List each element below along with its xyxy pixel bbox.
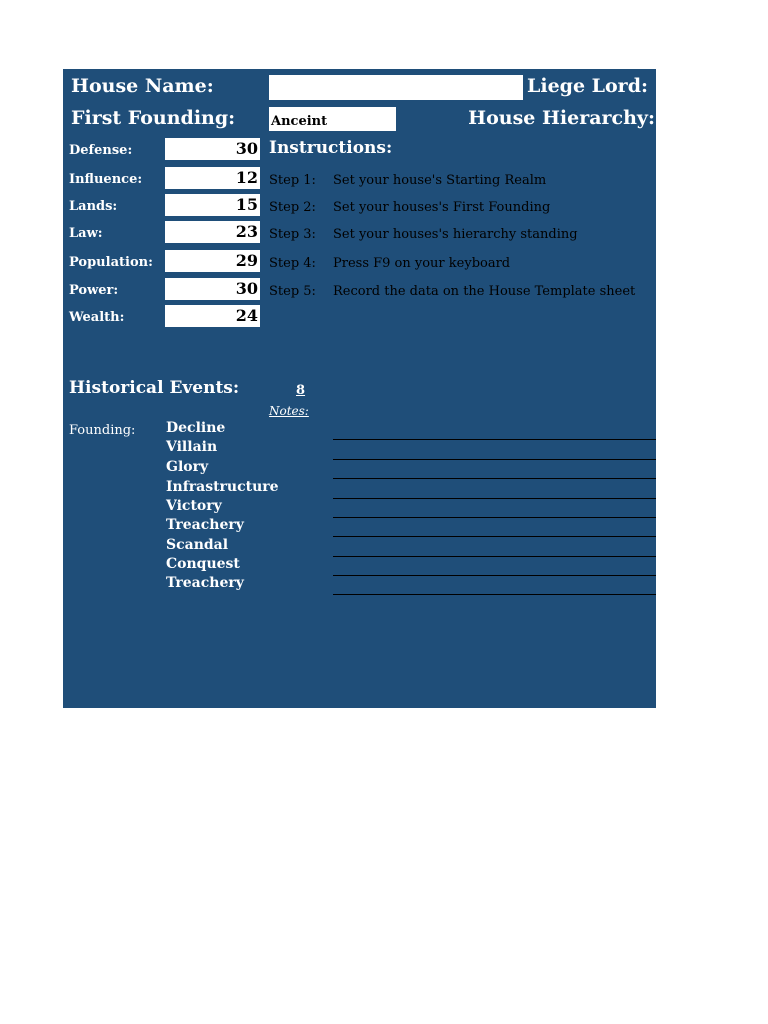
step-3-text: Set your houses's hierarchy standing <box>333 227 578 242</box>
founding-label: Founding: <box>69 423 136 438</box>
event-2: Villain <box>166 439 218 455</box>
step-1-text: Set your house's Starting Realm <box>333 173 547 188</box>
historical-events-title: Historical Events: <box>69 378 240 398</box>
notes-line[interactable] <box>333 556 656 557</box>
stat-value-lands[interactable]: 15 <box>165 194 260 216</box>
notes-line[interactable] <box>333 498 656 499</box>
event-4: Infrastructure <box>166 479 279 495</box>
event-1: Decline <box>166 420 226 436</box>
step-4-text: Press F9 on your keyboard <box>333 256 511 271</box>
step-5-text: Record the data on the House Template sheet <box>333 284 636 299</box>
events-count: 8 <box>296 383 306 398</box>
notes-line[interactable] <box>333 594 656 595</box>
first-founding-label: First Founding: <box>71 107 236 129</box>
house-hierarchy-label: House Hierarchy: <box>468 107 655 129</box>
notes-line[interactable] <box>333 439 656 440</box>
step-1-number: Step 1: <box>269 173 316 188</box>
stat-value-law[interactable]: 23 <box>165 221 260 243</box>
house-sheet <box>63 69 656 708</box>
stat-label-population: Population: <box>69 255 153 270</box>
stat-value-power[interactable]: 30 <box>165 278 260 300</box>
notes-line[interactable] <box>333 459 656 460</box>
stat-value-defense[interactable]: 30 <box>165 138 260 160</box>
event-5: Victory <box>166 498 222 514</box>
notes-line[interactable] <box>333 536 656 537</box>
stat-label-wealth: Wealth: <box>69 310 125 325</box>
instructions-title: Instructions: <box>269 138 393 158</box>
event-8: Conquest <box>166 556 240 572</box>
step-3-number: Step 3: <box>269 227 316 242</box>
stat-label-influence: Influence: <box>69 172 143 187</box>
stat-value-wealth[interactable]: 24 <box>165 305 260 327</box>
notes-line[interactable] <box>333 575 656 576</box>
notes-line[interactable] <box>333 517 656 518</box>
notes-label: Notes: <box>269 404 309 418</box>
step-2-number: Step 2: <box>269 200 316 215</box>
stat-label-defense: Defense: <box>69 143 133 158</box>
notes-line[interactable] <box>333 478 656 479</box>
step-2-text: Set your houses's First Founding <box>333 200 551 215</box>
liege-lord-label: Liege Lord: <box>527 75 648 97</box>
house-name-label: House Name: <box>71 75 214 97</box>
stat-label-lands: Lands: <box>69 199 118 214</box>
step-5-number: Step 5: <box>269 284 316 299</box>
stat-label-law: Law: <box>69 226 103 241</box>
event-9: Treachery <box>166 575 244 591</box>
step-4-number: Step 4: <box>269 256 316 271</box>
stat-value-influence[interactable]: 12 <box>165 167 260 189</box>
event-6: Treachery <box>166 517 244 533</box>
first-founding-field[interactable]: Anceint <box>269 107 396 131</box>
stat-label-power: Power: <box>69 283 119 298</box>
house-name-field[interactable] <box>269 75 523 100</box>
event-7: Scandal <box>166 537 229 553</box>
event-3: Glory <box>166 459 209 475</box>
stat-value-population[interactable]: 29 <box>165 250 260 272</box>
